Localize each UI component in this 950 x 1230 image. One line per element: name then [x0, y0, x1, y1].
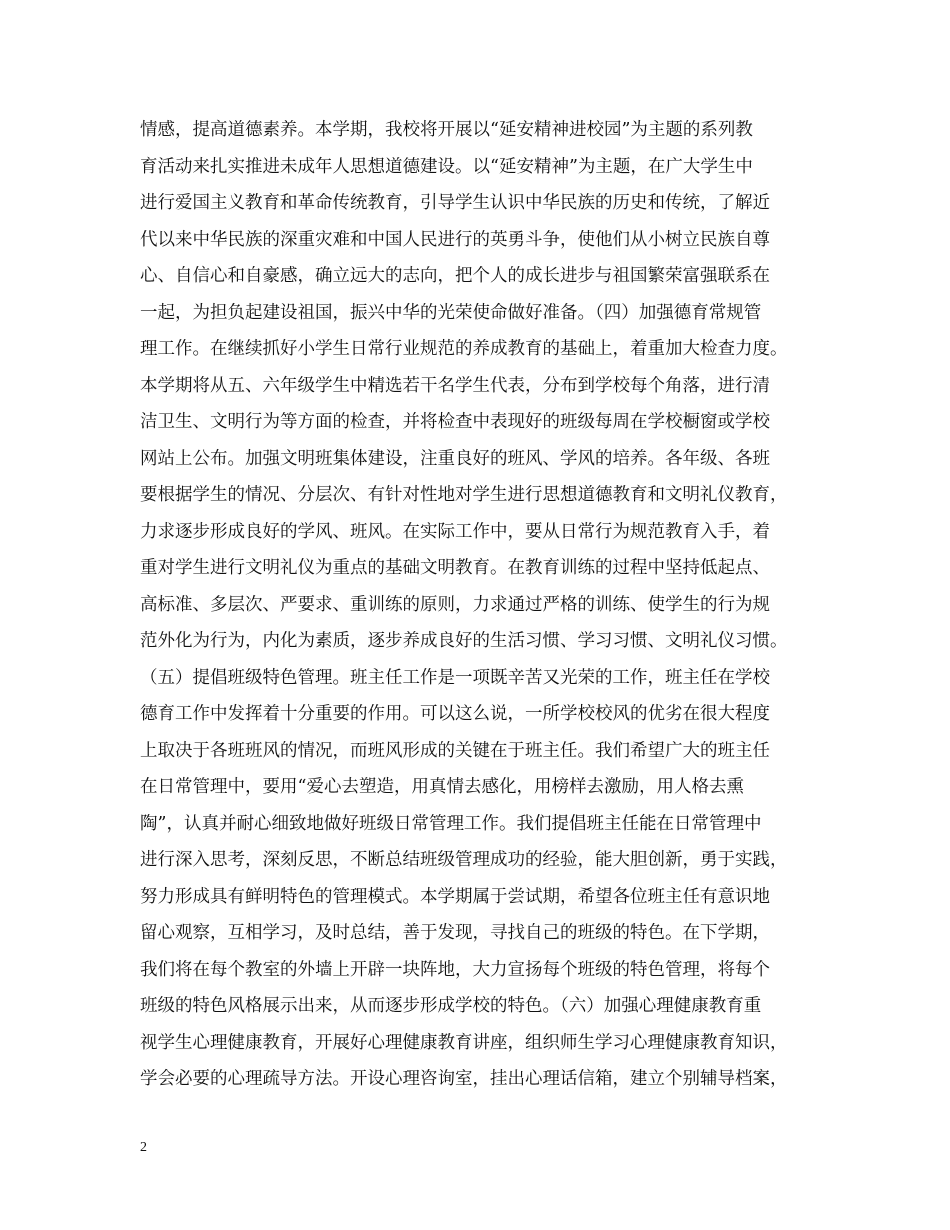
text-line: 范外化为行为，内化为素质，逐步养成良好的生活习惯、学习习惯、文明礼仪习惯。: [140, 631, 788, 651]
page-number: 2: [140, 1140, 147, 1155]
text-line: 留心观察，互相学习，及时总结，善于发现，寻找自己的班级的特色。在下学期，: [140, 923, 770, 943]
text-line: 视学生心理健康教育，开展好心理健康教育讲座，组织师生学习心理健康教育知识，: [140, 1032, 788, 1053]
text-line: （五）提倡班级特色管理。班主任工作是一项既辛苦又光荣的工作，班主任在学校: [140, 667, 770, 688]
text-line: 进行深入思考，深刻反思，不断总结班级管理成功的经验，能大胆创新，勇于实践，: [140, 850, 788, 870]
text-line: 育活动来扎实推进未成年人思想道德建设。以“延安精神”为主题，在广大学生中: [140, 156, 753, 177]
text-line: 努力形成具有鲜明特色的管理模式。本学期属于尝试期，希望各位班主任有意识地: [140, 886, 770, 907]
body-text: [140, 112, 840, 1098]
text-line: 理工作。在继续抓好小学生日常行业规范的养成教育的基础上，着重加大检查力度。: [140, 339, 788, 359]
text-line: 心、自信心和自豪感，确立远大的志向，把个人的成长进步与祖国繁荣富强联系在: [140, 266, 770, 286]
text-line: 班级的特色风格展示出来，从而逐步形成学校的特色。（六）加强心理健康教育重: [140, 996, 762, 1016]
text-line: 学会必要的心理疏导方法。开设心理咨询室，挂出心理话信箱，建立个别辅导档案，: [140, 1069, 788, 1089]
text-line: 情感，提高道德素养。本学期，我校将开展以“延安精神进校园”为主题的系列教: [140, 120, 753, 140]
text-line: 代以来中华民族的深重灾难和中国人民进行的英勇斗争，使他们从小树立民族自尊: [140, 229, 770, 250]
text-line: 上取决于各班班风的情况，而班风形成的关键在于班主任。我们希望广大的班主任: [140, 740, 770, 761]
text-line: 陶”，认真并耐心细致地做好班级日常管理工作。我们提倡班主任能在日常管理中: [140, 813, 762, 834]
text-line: 德育工作中发挥着十分重要的作用。可以这么说，一所学校校风的优劣在很大程度: [140, 704, 770, 724]
text-line: 高标准、多层次、严要求、重训练的原则，力求通过严格的训练、使学生的行为规: [140, 594, 770, 615]
text-line: 重对学生进行文明礼仪为重点的基础文明教育。在教育训练的过程中坚持低起点、: [140, 558, 770, 578]
text-line: 洁卫生、文明行为等方面的检查，并将检查中表现好的班级每周在学校橱窗或学校: [140, 412, 770, 432]
text-line: 力求逐步形成良好的学风、班风。在实际工作中，要从日常行为规范教育入手，着: [140, 521, 770, 542]
text-line: 网站上公布。加强文明班集体建设，注重良好的班风、学风的培养。各年级、各班: [140, 448, 770, 469]
text-line: 要根据学生的情况、分层次、有针对性地对学生进行思想道德教育和文明礼仪教育，: [140, 485, 788, 505]
text-line: 进行爱国主义教育和革命传统教育，引导学生认识中华民族的历史和传统，了解近: [140, 193, 770, 213]
text-line: 在日常管理中，要用“爱心去塑造，用真情去感化，用榜样去激励，用人格去熏: [140, 777, 744, 797]
text-line: 我们将在每个教室的外墙上开辟一块阵地，大力宣扬每个班级的特色管理，将每个: [140, 959, 770, 980]
text-line: 一起，为担负起建设祖国，振兴中华的光荣使命做好准备。（四）加强德育常规管: [140, 302, 762, 323]
text-line: 本学期将从五、六年级学生中精选若干名学生代表，分布到学校每个角落，进行清: [140, 375, 770, 396]
